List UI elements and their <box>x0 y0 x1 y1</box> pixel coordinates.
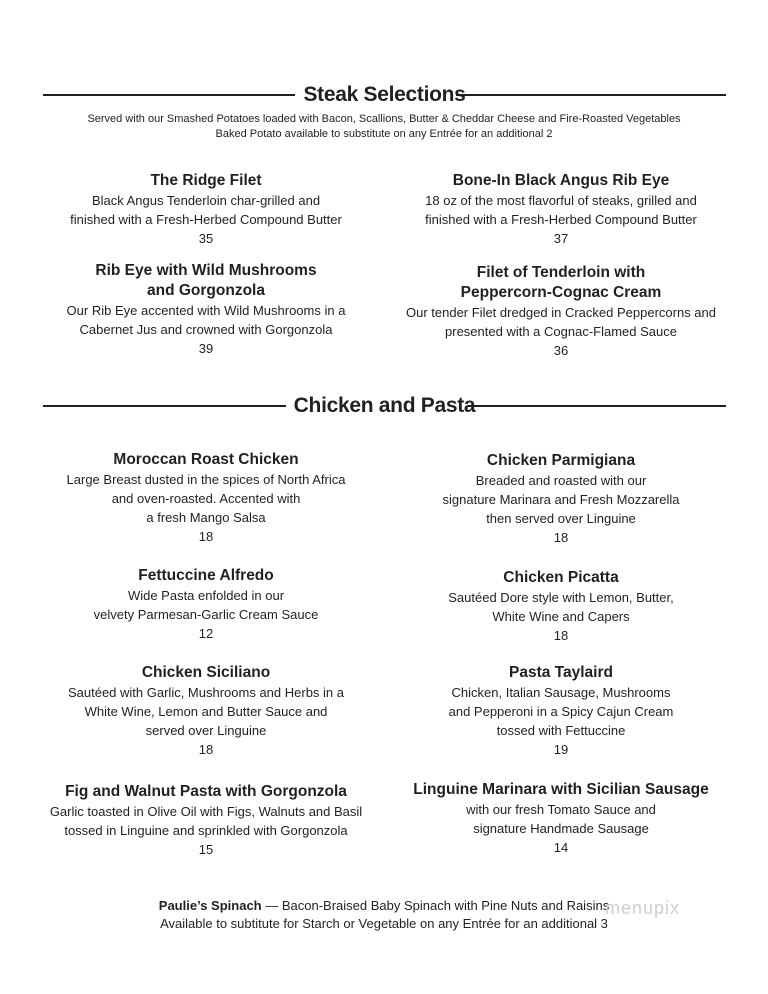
side-dish-substitute-note: Available to subtitute for Starch or Vegetable on any Entrée for an additional 3 <box>160 916 608 931</box>
item-desc: Garlic toasted in Olive Oil with Figs, Walnuts and Basil <box>49 804 363 819</box>
item-name: Fig and Walnut Pasta with Gorgonzola <box>65 783 347 800</box>
divider-right <box>456 94 726 96</box>
item-desc: finished with a Fresh-Herbed Compound Butter <box>70 212 342 227</box>
item-name: Moroccan Roast Chicken <box>113 451 299 468</box>
item-price: 15 <box>198 842 214 857</box>
menu-item <box>36 171 376 248</box>
item-price: 18 <box>198 529 214 544</box>
item-name: Chicken Siciliano <box>141 664 271 681</box>
steak-side-note: Served with our Smashed Potatoes loaded with Bacon, Scallions, Butter & Cheddar Cheese and Fire-Roasted Vegetables <box>87 113 681 125</box>
item-desc: Wide Pasta enfolded in our <box>127 588 285 603</box>
item-desc: Cabernet Jus and crowned with Gorgonzola <box>79 322 333 337</box>
item-desc: tossed in Linguine and sprinkled with Gorgonzola <box>64 823 348 838</box>
menu-item <box>381 780 741 857</box>
divider-right <box>468 405 726 407</box>
item-name: Bone-In Black Angus Rib Eye <box>452 172 670 189</box>
chicken-section-header <box>43 391 726 421</box>
menu-item <box>36 663 376 759</box>
item-name: Linguine Marinara with Sicilian Sausage <box>413 781 709 798</box>
menu-item <box>26 782 386 859</box>
item-desc: tossed with Fettuccine <box>496 723 626 738</box>
side-dish-name: Paulie’s Spinach <box>158 898 262 913</box>
item-price: 18 <box>198 742 214 757</box>
steak-section-title: Steak Selections <box>303 83 466 106</box>
item-desc: Our Rib Eye accented with Wild Mushrooms in a <box>66 303 346 318</box>
item-price: 37 <box>553 231 569 246</box>
item-desc: presented with a Cognac-Flamed Sauce <box>445 324 677 339</box>
item-name: Filet of Tenderloin with <box>476 264 646 281</box>
item-price: 14 <box>553 840 569 855</box>
item-name: Rib Eye with Wild Mushrooms <box>95 262 317 279</box>
item-desc: signature Handmade Sausage <box>473 821 649 836</box>
menu-item <box>36 450 376 546</box>
item-name: The Ridge Filet <box>150 172 262 189</box>
item-desc: White Wine and Capers <box>492 609 630 624</box>
item-name: Peppercorn-Cognac Cream <box>460 284 662 301</box>
item-desc: served over Linguine <box>145 723 267 738</box>
item-price: 39 <box>198 341 214 356</box>
item-desc: then served over Linguine <box>486 511 636 526</box>
menu-item <box>391 263 731 360</box>
item-desc: Black Angus Tenderloin char-grilled and <box>91 193 321 208</box>
menu-item <box>391 171 731 248</box>
steak-substitute-note: Baked Potato available to substitute on any Entrée for an additional 2 <box>215 128 553 140</box>
chicken-section-title: Chicken and Pasta <box>293 394 476 417</box>
item-desc: Our tender Filet dredged in Cracked Peppercorns and <box>405 305 716 320</box>
item-desc: a fresh Mango Salsa <box>146 510 266 525</box>
item-desc: velvety Parmesan-Garlic Cream Sauce <box>93 607 319 622</box>
item-price: 12 <box>198 626 214 641</box>
item-name: Chicken Parmigiana <box>486 452 636 469</box>
item-desc: signature Marinara and Fresh Mozzarella <box>442 492 680 507</box>
item-price: 18 <box>553 628 569 643</box>
item-name: Pasta Taylaird <box>509 664 613 681</box>
item-name: Chicken Picatta <box>503 569 619 586</box>
item-desc: with our fresh Tomato Sauce and <box>466 802 656 817</box>
menu-item <box>391 451 731 547</box>
item-desc: finished with a Fresh-Herbed Compound Butter <box>425 212 697 227</box>
item-desc: and oven-roasted. Accented with <box>111 491 301 506</box>
item-name: and Gorgonzola <box>147 282 265 299</box>
item-desc: 18 oz of the most flavorful of steaks, grilled and <box>425 193 697 208</box>
watermark: menupix <box>605 898 681 918</box>
item-price: 18 <box>553 530 569 545</box>
item-desc: Large Breast dusted in the spices of North Africa <box>66 472 346 487</box>
menu-item <box>36 566 376 643</box>
item-name: Fettuccine Alfredo <box>138 567 274 584</box>
side-dish-desc: — Bacon-Braised Baby Spinach with Pine Nuts and Raisins <box>261 898 610 913</box>
item-price: 35 <box>198 231 214 246</box>
item-desc: Sautéed with Garlic, Mushrooms and Herbs in a <box>67 685 344 700</box>
menu-item <box>391 663 731 759</box>
item-desc: Chicken, Italian Sausage, Mushrooms <box>451 685 671 700</box>
item-desc: Sautéed Dore style with Lemon, Butter, <box>448 590 674 605</box>
menu-item <box>36 261 376 358</box>
steak-section-header <box>43 80 726 110</box>
item-desc: White Wine, Lemon and Butter Sauce and <box>84 704 328 719</box>
item-desc: Breaded and roasted with our <box>475 473 647 488</box>
item-desc: and Pepperoni in a Spicy Cajun Cream <box>448 704 674 719</box>
item-price: 36 <box>553 343 569 358</box>
menu-item <box>391 568 731 645</box>
item-price: 19 <box>553 742 569 757</box>
